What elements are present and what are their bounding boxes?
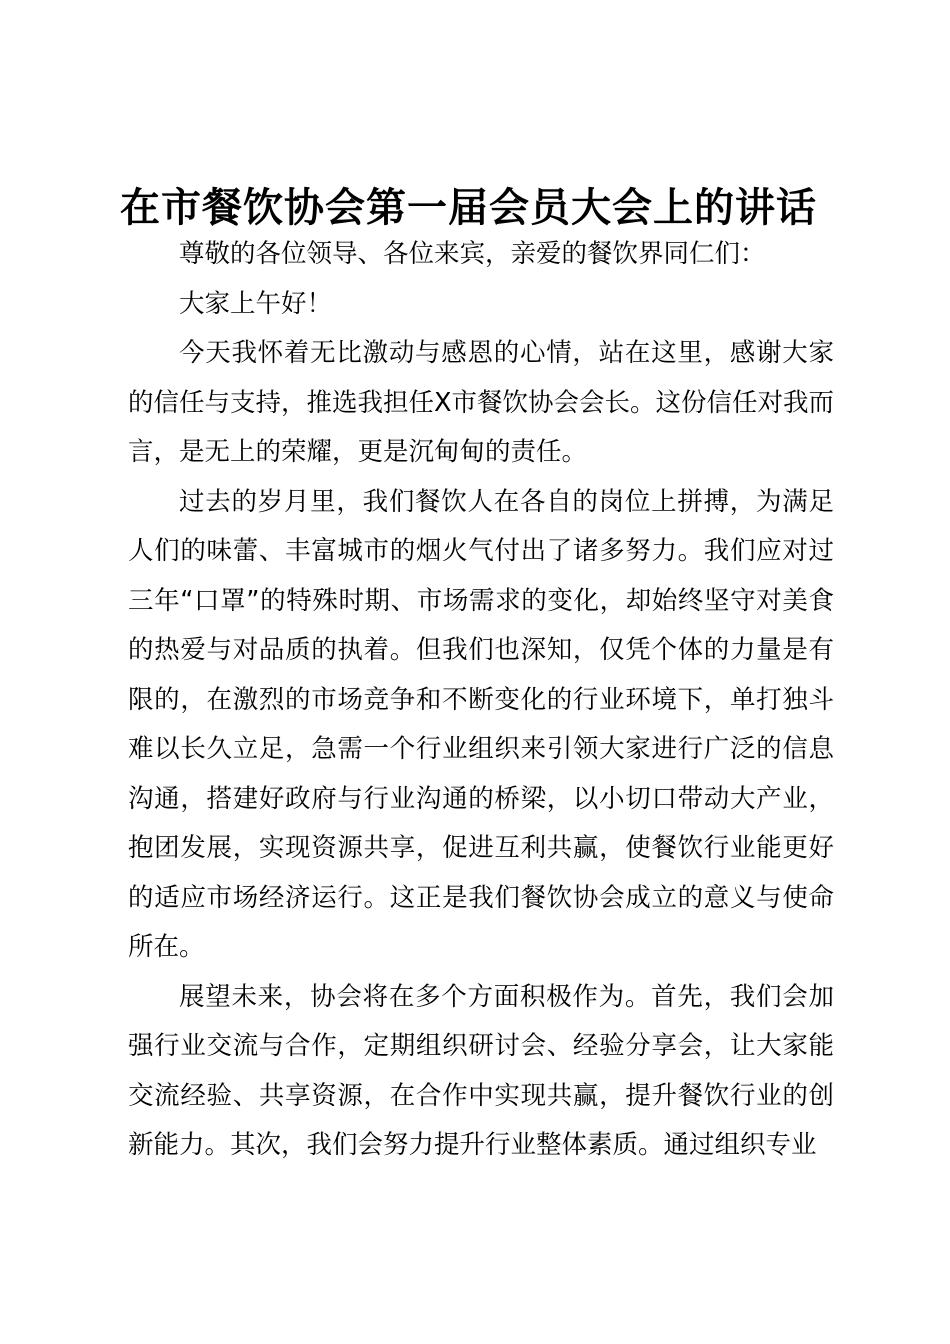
document-title: 在市餐饮协会第一届会员大会上的讲话 [120,184,817,231]
paragraph-salutation: 尊敬的各位领导、各位来宾，亲爱的餐饮界同仁们： [179,239,766,269]
document-body [128,230,834,1171]
paragraph-greeting: 大家上午好！ [179,288,333,319]
paragraph-future: 展望未来，协会将在多个方面积极作为。首先，我们会加强行业交流与合作，定期组织研讨会、经验分享会，让大家能交流经验、共享资源，在合作中实现共赢，提升餐饮行业的创新能力。其次，我们会努力提升行业整体素质。通过组织专业 [128,981,834,1160]
paragraph-past: 过去的岁月里，我们餐饮人在各自的岗位上拼搏，为满足人们的味蕾、丰富城市的烟火气付出了诸多努力。我们应对过三年“口罩”的特殊时期、市场需求的变化，却始终坚守对美食的热爱与对品质的执着。但我们也深知，仅凭个体的力量是有限的，在激烈的市场竞争和不断变化的行业环境下，单打独斗难以长久立足，急需一个行业组织来引领大家进行广泛的信息沟通，搭建好政府与行业沟通的桥梁，以小切口带动大产业，抱团发展，实现资源共享，促进互利共赢，使餐饮行业能更好的适应市场经济运行。这正是我们餐饮协会成立的意义与使命所在。 [128,486,834,962]
paragraph-gratitude: 今天我怀着无比激动与感恩的心情，站在这里，感谢大家的信任与支持，推选我担任X市餐饮协会会长。这份信任对我而言，是无上的荣耀，更是沉甸甸的责任。 [128,338,834,467]
